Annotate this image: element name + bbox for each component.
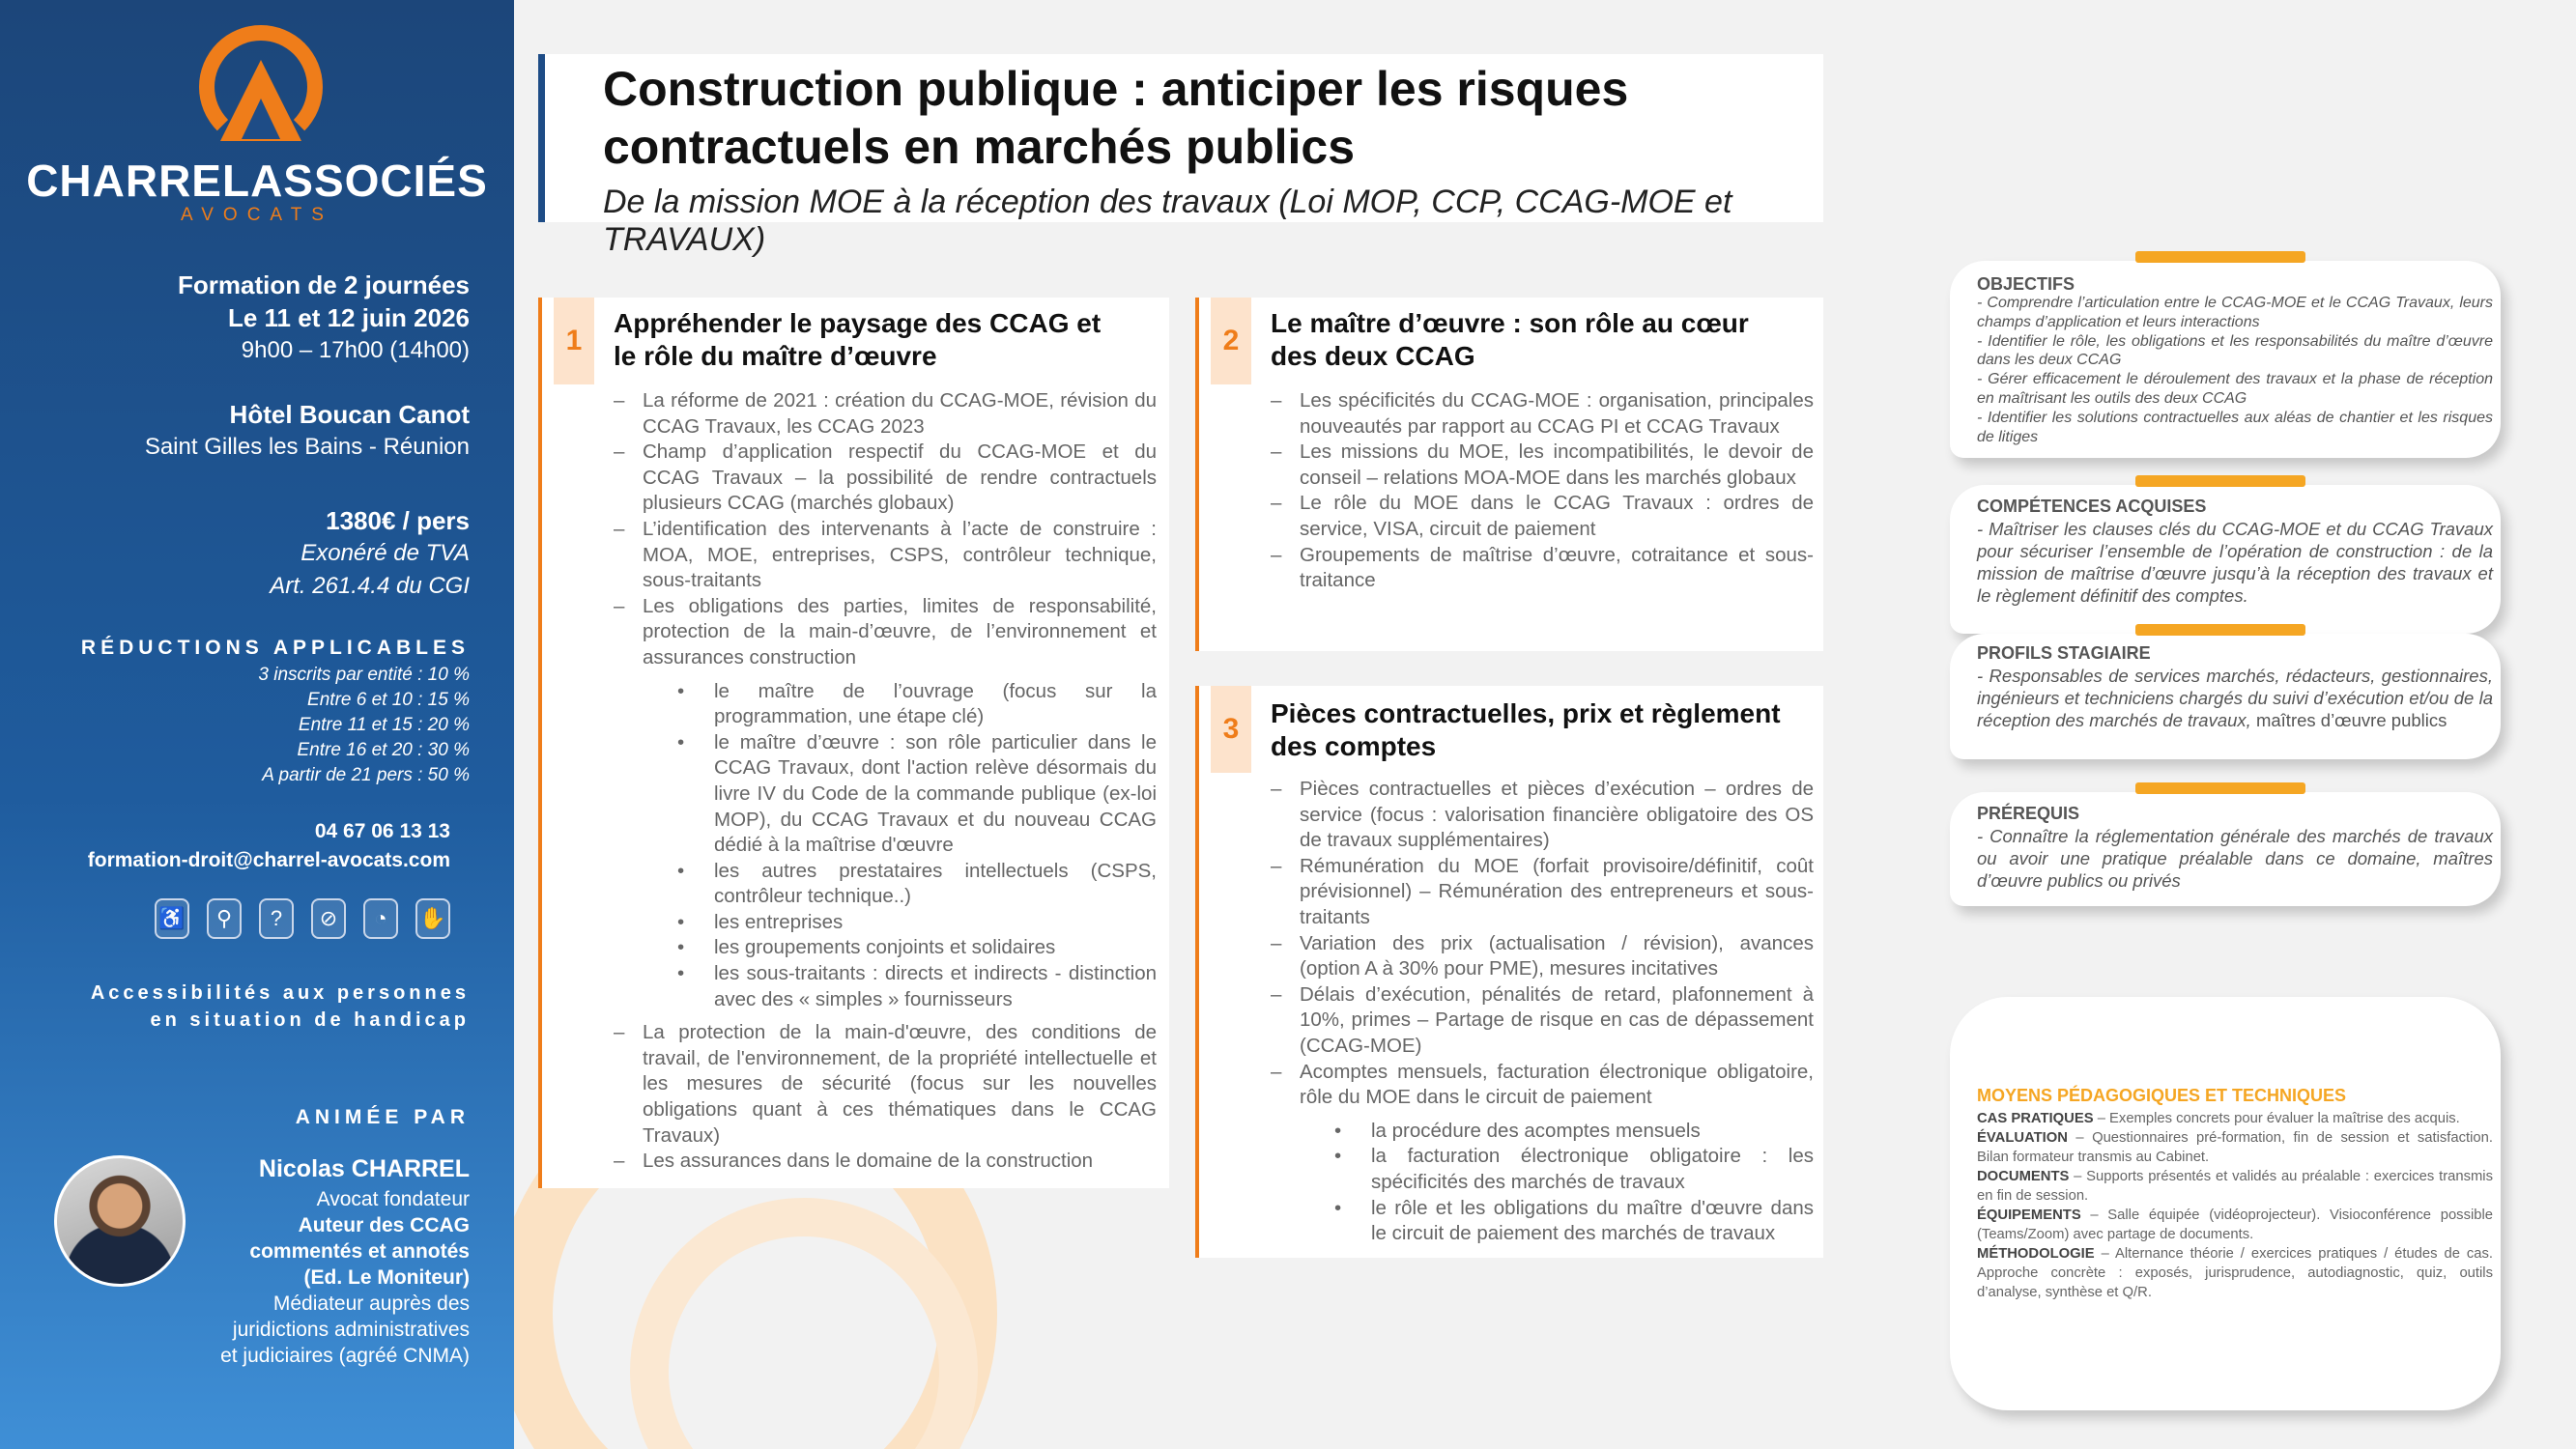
brand-name: CHARRELASSOCIÉS [26, 156, 488, 206]
objective-line: - Identifier les solutions contractuelles aux aléas de chantier et les risques de litiges [1977, 409, 2493, 445]
card-profils [1950, 634, 2501, 759]
sub-list-item: • les groupements conjoints et solidaires [677, 935, 1157, 961]
moyens-label: CAS PRATIQUES [1977, 1111, 2094, 1126]
module-list [1271, 777, 1814, 1255]
list-item: – L’identification des intervenants à l’acte de construire : MOA, MOE, entreprises, CSPS, contrôleur technique, sous-traitants [614, 517, 1157, 594]
card-title: OBJECTIFS [1977, 274, 2075, 294]
module-title-line: Pièces contractuelles, prix et règlement [1271, 698, 1781, 728]
card-title: MOYENS PÉDAGOGIQUES ET TECHNIQUES [1977, 1086, 2347, 1105]
trainer-mediator: Médiateur auprès des [272, 1293, 470, 1315]
moyens-text: – Alternance théorie / exercices pratiques / études de cas. Approche concrète : exposés, jurisprudence, autodiagnostic, quiz, outils d’analyse, synthèse et Q/R. [1977, 1246, 2493, 1300]
list-item: – La réforme de 2021 : création du CCAG-MOE, révision du CCAG Travaux, les CCAG 2023 [614, 388, 1157, 440]
module-3 [1195, 686, 1823, 1258]
trainer-mediator: et judiciaires (agréé CNMA) [220, 1345, 470, 1367]
card-moyens [1950, 997, 2501, 1410]
trainer-mediator: juridictions administratives [232, 1319, 470, 1341]
reduction-item: Entre 16 et 20 : 30 % [297, 740, 470, 760]
moyens-label: ÉVALUATION [1977, 1130, 2068, 1146]
venue-name: Hôtel Boucan Canot [229, 400, 470, 429]
walking-cane-icon: ⚲ [207, 898, 242, 939]
card-text [1977, 294, 2493, 446]
sub-list [677, 679, 1157, 1013]
sign-language-icon: ✋ [415, 898, 450, 939]
list-item-text: Les obligations des parties, limites de responsabilité, protection de la main-d’œuvre, de l’environnement et assurances construction [643, 594, 1157, 668]
list-item-text: Acomptes mensuels, facturation électronique obligatoire, rôle du MOE dans le circuit de paiement [1300, 1060, 1814, 1109]
page-title: Construction publique : anticiper les risques contractuels en marchés publics [603, 62, 1629, 174]
moyens-row [1977, 1244, 2493, 1302]
contact-phone[interactable]: 04 67 06 13 13 [314, 820, 450, 842]
list-item [614, 594, 1157, 1013]
module-number: 3 [1211, 686, 1251, 773]
list-item: – Rémunération du MOE (forfait provisoire/définitif, coût prévisionnel) – Rémunération des entrepreneurs et sous-traitants [1271, 854, 1814, 931]
list-item [1271, 1060, 1814, 1247]
sub-list-item: • le maître d’œuvre : son rôle particulier dans le CCAG Travaux, dont l'action relève désormais du livre IV du Code de la commande publique (ex-loi MOP), du CCAG Travaux et du nouveau CCAG dédié à la maîtrise d'œuvre [677, 730, 1157, 859]
reduction-item: Entre 6 et 10 : 15 % [307, 690, 470, 710]
logo-triangle-inner [242, 99, 280, 139]
price-article: Art. 261.4.4 du CGI [270, 573, 470, 599]
reductions-block [81, 634, 470, 788]
brand-subtitle: AVOCATS [181, 205, 333, 225]
moyens-label: MÉTHODOLOGIE [1977, 1246, 2095, 1262]
sub-list-item: • les entreprises [677, 910, 1157, 936]
card-text-tail: maîtres d’œuvre publics [2255, 710, 2447, 730]
list-item: – Variation des prix (actualisation / révision), avances (option A à 30% pour PME), mesures incitatives [1271, 931, 1814, 982]
contact-email[interactable]: formation-droit@charrel-avocats.com [87, 849, 450, 871]
moyens-label: ÉQUIPEMENTS [1977, 1208, 2081, 1223]
card-tab [2135, 475, 2305, 487]
module-2 [1195, 298, 1823, 651]
training-venue [145, 398, 470, 464]
trainer-author: Auteur des CCAG [298, 1214, 470, 1236]
card-text: - Connaître la réglementation générale des marchés de travaux ou avoir une pratique préalable dans ce domaine, maîtres d’œuvre publics ou privés [1977, 826, 2493, 891]
wheelchair-icon: ♿ [155, 898, 189, 939]
module-title-line: des deux CCAG [1271, 341, 1475, 371]
module-1 [538, 298, 1169, 1188]
list-item: – Champ d’application respectif du CCAG-MOE et du CCAG Travaux – la possibilité de rendre contractuels plusieurs CCAG (marchés globaux) [614, 440, 1157, 517]
card-objectifs [1950, 261, 2501, 458]
training-price [270, 504, 470, 603]
sub-list-item: • le rôle et les obligations du maître d'œuvre dans le circuit de paiement des marchés de travaux [1334, 1196, 1814, 1247]
page-subtitle: De la mission MOE à la réception des travaux (Loi MOP, CCP, CCAG-MOE et TRAVAUX) [603, 184, 1732, 258]
list-item: – Groupements de maîtrise d’œuvre, cotraitance et sous-traitance [1271, 543, 1814, 594]
moyens-row [1977, 1109, 2493, 1128]
question-mark-icon: ? [259, 898, 294, 939]
module-title-line: Le maître d’œuvre : son rôle au cœur [1271, 308, 1749, 338]
accessibility-line2: en situation de handicap [150, 1009, 470, 1031]
list-item: – Le rôle du MOE dans le CCAG Travaux : ordres de service, VISA, circuit de paiement [1271, 491, 1814, 542]
list-item: – Les missions du MOE, les incompatibilités, le devoir de conseil – relations MOA-MOE dans les marchés globaux [1271, 440, 1814, 491]
moyens-label: DOCUMENTS [1977, 1169, 2070, 1184]
reductions-title: RÉDUCTIONS APPLICABLES [80, 637, 470, 659]
module-title-line: des comptes [1271, 731, 1437, 761]
module-list [614, 388, 1157, 1175]
reduction-item: Entre 11 et 15 : 20 % [298, 715, 470, 735]
list-item: – Délais d’exécution, pénalités de retard, plafonnement à 10%, primes – Partage de risque en cas de dépassement (CCAG-MOE) [1271, 982, 1814, 1060]
card-title: PRÉREQUIS [1977, 804, 2080, 823]
brand-logo [0, 25, 514, 228]
list-item: – Les assurances dans le domaine de la construction [614, 1149, 1157, 1175]
sub-list [1334, 1119, 1814, 1247]
module-title [1271, 307, 1812, 373]
accessibility-icons [155, 898, 450, 939]
format-duration: Formation de 2 journées [178, 270, 470, 299]
card-title: COMPÉTENCES ACQUISES [1977, 497, 2207, 516]
reduction-item: 3 inscrits par entité : 10 % [258, 665, 470, 685]
contact-block [88, 817, 450, 875]
format-hours: 9h00 – 17h00 (14h00) [241, 337, 470, 363]
sub-list-item: • les sous-traitants : directs et indirects - distinction avec des « simples » fournisseurs [677, 961, 1157, 1012]
objective-line: - Gérer efficacement le déroulement des travaux et la phase de réception en maîtrisant les outils des deux CCAG [1977, 371, 2493, 407]
list-item: – Pièces contractuelles et pièces d’exécution – ordres de service (focus : valorisation financière obligatoire des OS de travaux supplémentaires) [1271, 777, 1814, 854]
price-vat: Exonéré de TVA [301, 540, 470, 566]
card-title: PROFILS STAGIAIRE [1977, 643, 2151, 663]
trainer-avatar [54, 1155, 186, 1287]
animee-par-label: ANIMÉE PAR [295, 1106, 470, 1128]
sub-list-item: • les autres prestataires intellectuels (CSPS, contrôleur technique..) [677, 859, 1157, 910]
moyens-row [1977, 1128, 2493, 1167]
eye-slash-icon: ⊘ [311, 898, 346, 939]
module-title-line: le rôle du maître d’œuvre [614, 341, 937, 371]
card-text: - Maîtriser les clauses clés du CCAG-MOE et du CCAG Travaux pour sécuriser l’ensemble de l’opération de construction : de la mission de maîtrise d’œuvre jusqu’à la réception des travaux et le règlement définitif des comptes. [1977, 519, 2493, 606]
moyens-text: – Exemples concrets pour évaluer la maîtrise des acquis. [2093, 1111, 2460, 1126]
objective-line: - Comprendre l’articulation entre le CCAG-MOE et le CCAG Travaux, leurs champs d’application et leurs interactions [1977, 295, 2493, 330]
card-text-main: - Responsables de services marchés, rédacteurs, gestionnaires, ingénieurs et techniciens chargés du suivi d’exécution et/ou de la réception des marchés de travaux, [1977, 666, 2493, 730]
sidebar [0, 0, 514, 1449]
trainer-info [220, 1151, 470, 1369]
moyens-text: – Supports présentés et validés au préalable : exercices transmis en fin de session. [1977, 1169, 2493, 1204]
list-item: – Les spécificités du CCAG-MOE : organisation, principales nouveautés par rapport au CCAG PI et CCAG Travaux [1271, 388, 1814, 440]
reduction-item: A partir de 21 pers : 50 % [262, 765, 470, 785]
format-dates: Le 11 et 12 juin 2026 [227, 303, 470, 332]
sub-list-item: • la facturation électronique obligatoire : les spécificités des marchés de travaux [1334, 1144, 1814, 1195]
objective-line: - Identifier le rôle, les obligations et les responsabilités du maître d’œuvre dans les deux CCAG [1977, 332, 2493, 369]
module-list [1271, 388, 1814, 594]
venue-city: Saint Gilles les Bains - Réunion [144, 434, 470, 460]
sub-list-item: • le maître de l’ouvrage (focus sur la programmation, une étape clé) [677, 679, 1157, 730]
card-tab [2135, 624, 2305, 636]
card-prerequis [1950, 792, 2501, 906]
card-tab [2135, 782, 2305, 794]
accessibility-line1: Accessibilités aux personnes [90, 982, 470, 1004]
module-title-line: Appréhender le paysage des CCAG et [614, 308, 1102, 338]
trainer-role: Avocat fondateur [316, 1188, 470, 1210]
card-competences [1950, 485, 2501, 634]
card-text [1977, 665, 2493, 731]
trainer-name: Nicolas CHARREL [258, 1155, 470, 1182]
ear-slash-icon: ◔ [363, 898, 398, 939]
moyens-row [1977, 1206, 2493, 1244]
accessibility-note [91, 980, 470, 1034]
moyens-text: – Salle équipée (vidéoprojecteur). Visioconférence possible (Teams/Zoom) avec partage de documents. [1977, 1208, 2493, 1242]
moyens-row [1977, 1167, 2493, 1206]
card-tab [2135, 251, 2305, 263]
list-item: – La protection de la main-d'œuvre, des conditions de travail, de l'environnement, de la propriété intellectuelle et les mesures de sécurité (focus sur les nouvelles obligations quant à ces thématiques dans le CCAG Travaux) [614, 1020, 1157, 1149]
price-amount: 1380€ / pers [326, 506, 470, 535]
module-title [1271, 697, 1812, 763]
module-number: 1 [554, 298, 594, 384]
training-format [178, 269, 470, 367]
sub-list-item: • la procédure des acomptes mensuels [1334, 1119, 1814, 1145]
trainer-author: (Ed. Le Moniteur) [303, 1266, 470, 1289]
card-text [1977, 1109, 2493, 1302]
moyens-text: – Questionnaires pré-formation, fin de session et satisfaction. Bilan formateur transmis au Cabinet. [1977, 1130, 2493, 1165]
module-number: 2 [1211, 298, 1251, 384]
trainer-author: commentés et annotés [249, 1240, 470, 1263]
module-title [614, 307, 1155, 373]
page-header [538, 54, 1823, 258]
